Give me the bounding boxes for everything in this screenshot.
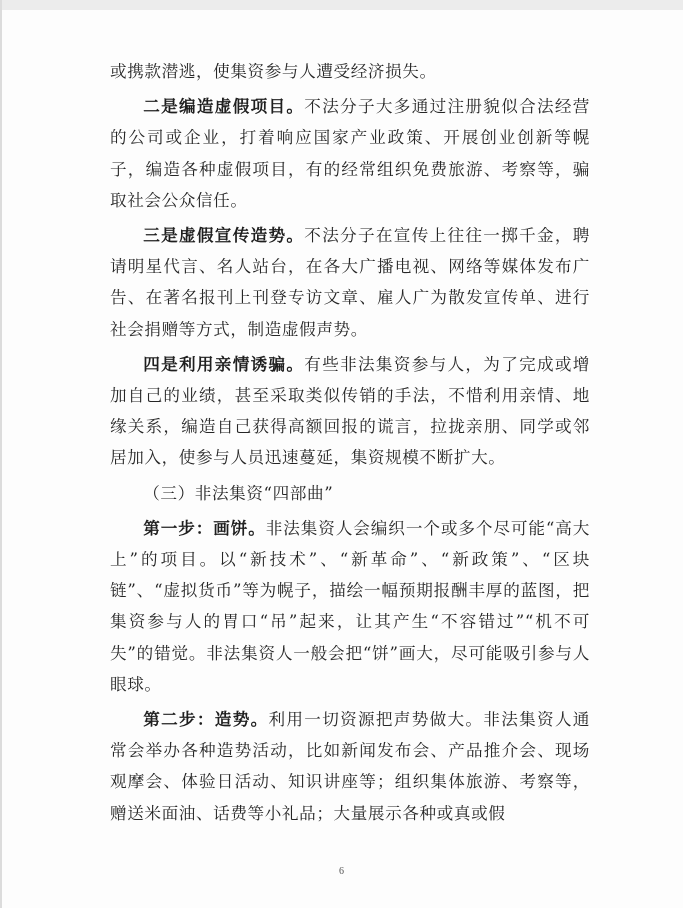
paragraph-kinship-fraud: [110, 349, 590, 474]
left-edge: [0, 0, 2, 908]
paragraph-text: 不法分子在宣传上往往一掷千金，聘请明星代言、名人站台，在各大广播电视、网络等媒体发布广告、在著名报刊上刊登专访文章、雇人广为散发宣传单、进行社会捐赠等方式，制造虚假声势。: [110, 226, 590, 339]
paragraph-lead: 第二步：造势。: [143, 710, 269, 730]
paragraph-lead: 三是虚假宣传造势。: [143, 226, 305, 246]
paragraph-step-two: [110, 704, 590, 829]
paragraph-lead: 第一步：画饼。: [143, 518, 266, 538]
paragraph-fabricated-projects: [110, 91, 590, 216]
paragraph-step-one: [110, 513, 590, 700]
section-heading: [110, 478, 590, 509]
paragraph-lead: 二是编造虚假项目。: [143, 97, 305, 117]
paragraph-continuation: [110, 56, 590, 87]
paragraph-text: 或携款潜逃，使集资参与人遭受经济损失。: [110, 62, 437, 81]
paragraph-text: 有些非法集资参与人，为了完成或增加自己的业绩，甚至采取类似传销的手法，不惜利用亲情、地缘关系，编造自己获得高额回报的谎言，拉拢亲朋、同学或邻居加入，使参与人员迅速蔓延，集资规模不断扩大。: [110, 354, 590, 468]
paragraph-text: 不法分子大多通过注册貌似合法经营的公司或企业，打着响应国家产业政策、开展创业创新等幌子，编造各种虚假项目，有的经常组织免费旅游、考察等，骗取社会公众信任。: [110, 97, 590, 210]
paragraph-lead: 四是利用亲情诱骗。: [143, 354, 305, 374]
paragraph-text: 非法集资人会编织一个或多个尽可能“高大上”的项目。以“新技术”、“新革命”、“新政策”、“区块链”、“虚拟货币”等为幌子，描绘一幅预期报酬丰厚的蓝图，把集资参与人的胃口“吊”起来，让其产生“不容错过”“机不可失”的错觉。非法集资人一般会把“饼”画大，尽可能吸引参与人眼球。: [110, 518, 590, 694]
section-heading-text: （三）非法集资“四部曲”: [143, 483, 334, 503]
paragraph-text: 利用一切资源把声势做大。非法集资人通常会举办各种造势活动，比如新闻发布会、产品推介会、现场观摩会、体验日活动、知识讲座等；组织集体旅游、考察等，赠送米面油、话费等小礼品；大量展示各种或真或假: [110, 710, 590, 823]
top-band: [0, 0, 683, 10]
paragraph-false-publicity: [110, 220, 590, 345]
page-number: 6: [339, 866, 344, 877]
body-text: [110, 56, 590, 829]
